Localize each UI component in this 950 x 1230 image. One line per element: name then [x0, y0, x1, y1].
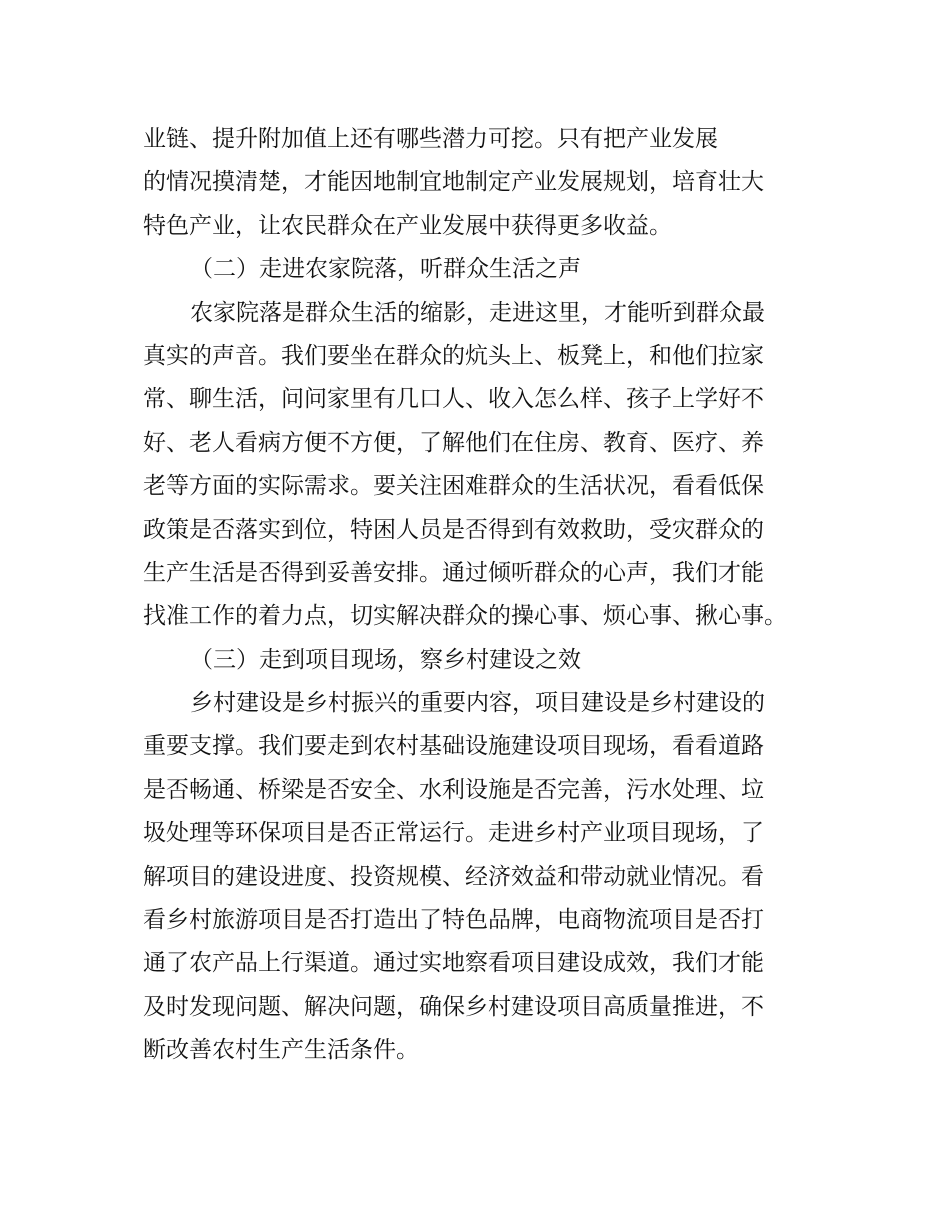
text-line: 真实的声音。我们要坐在群众的炕头上、板凳上，和他们拉家	[143, 342, 764, 369]
text-line: 看乡村旅游项目是否打造出了特色品牌，电商物流项目是否打	[143, 907, 764, 934]
section-heading-2: （二）走进农家院落，听群众生活之声	[190, 256, 581, 283]
paragraph-continuation	[143, 118, 833, 248]
text-line: 是否畅通、桥梁是否安全、水利设施是否完善，污水处理、垃	[143, 776, 764, 803]
text-line: 农家院落是群众生活的缩影，走进这里，才能听到群众最	[190, 299, 765, 326]
section-heading-3: （三）走到项目现场，察乡村建设之效	[190, 646, 581, 673]
text-line: 的情况摸清楚，才能因地制宜地制定产业发展规划，培育壮大	[143, 169, 764, 196]
text-line: 特色产业，让农民群众在产业发展中获得更多收益。	[143, 212, 672, 239]
text-line: 好、老人看病方便不方便，了解他们在住房、教育、医疗、养	[143, 429, 764, 456]
text-line: 常、聊生活，问问家里有几口人、收入怎么样、孩子上学好不	[143, 386, 764, 413]
text-line: 乡村建设是乡村振兴的重要内容，项目建设是乡村建设的	[190, 690, 765, 717]
text-line: 业链、提升附加值上还有哪些潜力可挖。只有把产业发展	[143, 126, 718, 152]
text-line: 解项目的建设进度、投资规模、经济效益和带动就业情况。看	[143, 863, 764, 890]
text-line: 通了农产品上行渠道。通过实地察看项目建设成效，我们才能	[143, 950, 764, 977]
text-line: 生产生活是否得到妥善安排。通过倾听群众的心声，我们才能	[143, 559, 764, 586]
paragraph-farmyard	[143, 292, 833, 639]
text-line: 及时发现问题、解决问题，确保乡村建设项目高质量推进，不	[143, 993, 764, 1020]
text-line: 圾处理等环保项目是否正常运行。走进乡村产业项目现场，了	[143, 820, 764, 847]
paragraph-project-site	[143, 682, 833, 1073]
text-line: 老等方面的实际需求。要关注困难群众的生活状况，看看低保	[143, 473, 764, 500]
text-line: 找准工作的着力点，切实解决群众的操心事、烦心事、揪心事。	[143, 603, 787, 630]
text-line: 断改善农村生产生活条件。	[143, 1037, 419, 1064]
text-line: 重要支撑。我们要走到农村基础设施建设项目现场，看看道路	[143, 733, 764, 760]
document-body	[143, 118, 833, 1073]
text-line: 政策是否落实到位，特困人员是否得到有效救助，受灾群众的	[143, 516, 764, 543]
